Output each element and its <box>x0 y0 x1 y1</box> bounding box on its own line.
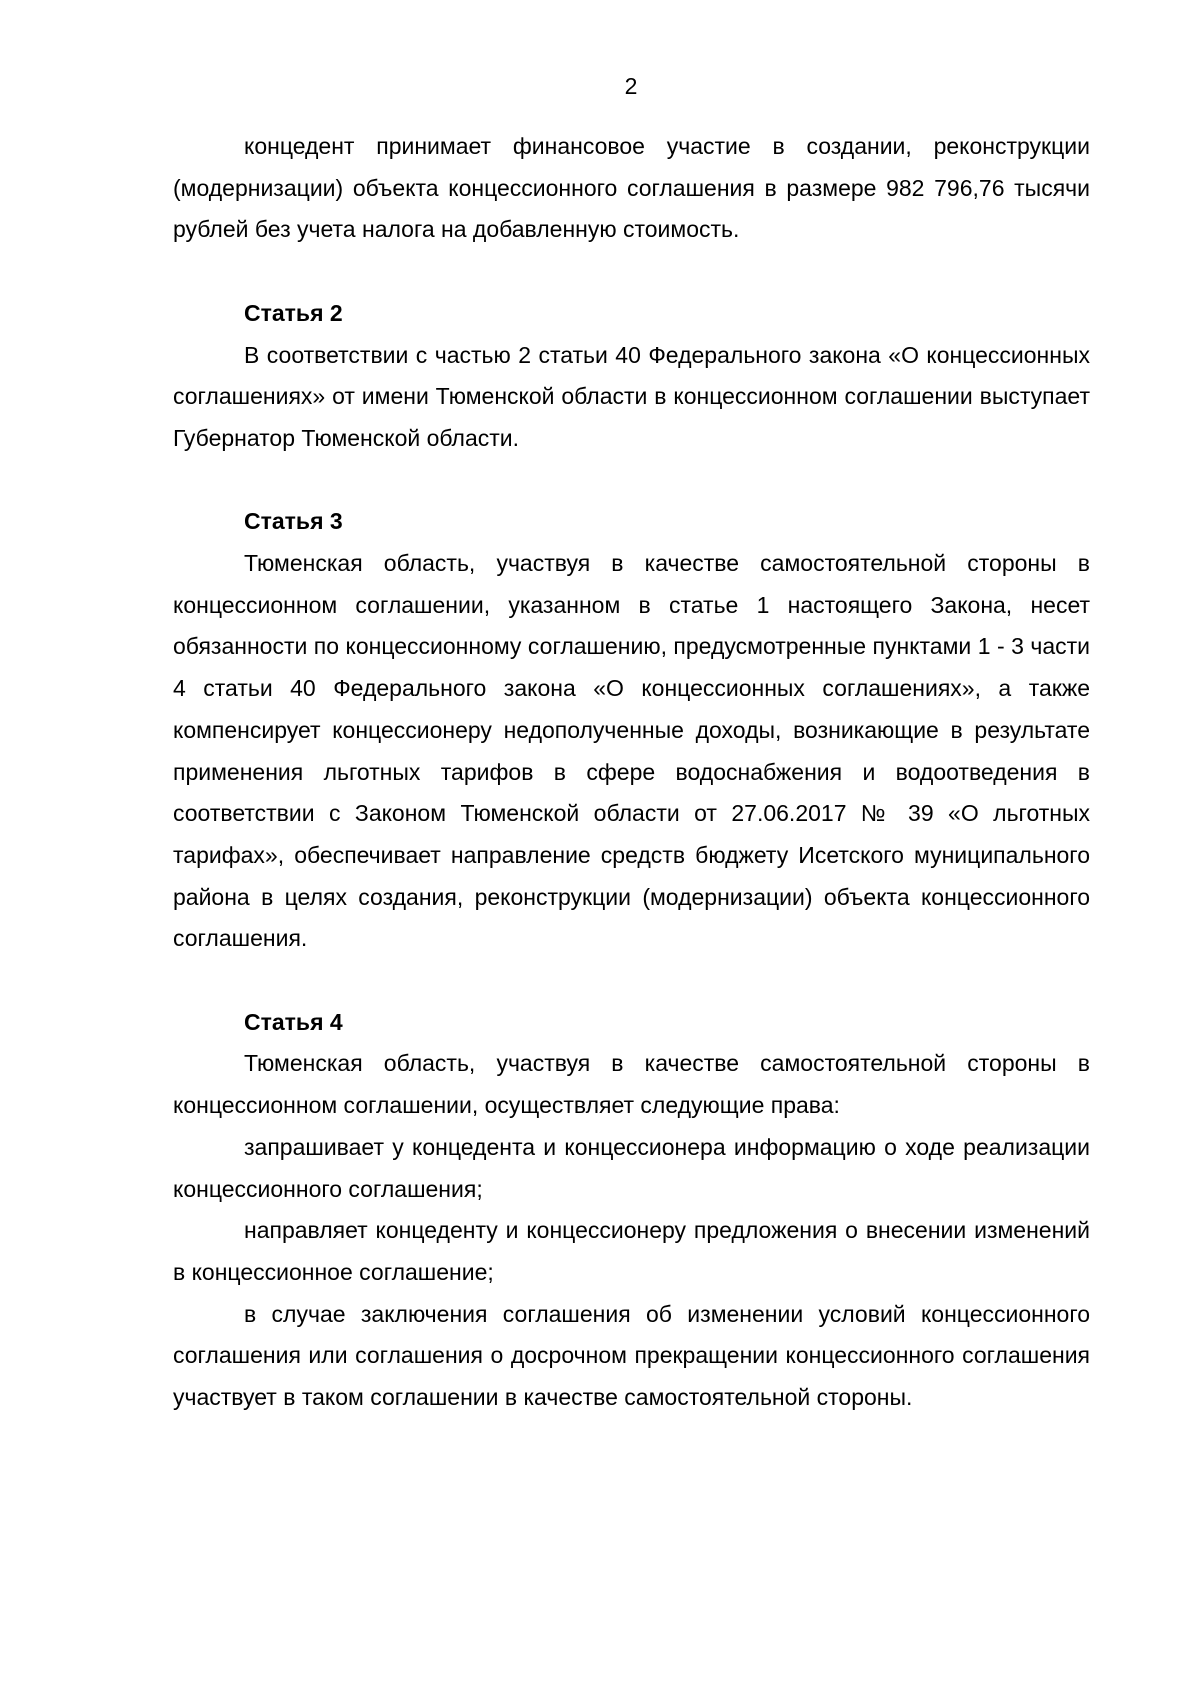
spacer <box>173 251 1090 293</box>
article-3 <box>173 501 1090 960</box>
article-paragraph: Тюменская область, участвуя в качестве самостоятельной стороны в концессионном соглашении, осуществляет следующие права: <box>173 1050 1090 1119</box>
article-paragraph: в случае заключения соглашения об изменении условий концессионного соглашения или соглашения о досрочном прекращении концессионного соглашения участвует в таком соглашении в качестве самостоятельной стороны. <box>173 1300 1090 1411</box>
intro-paragraph: концедент принимает финансовое участие в создании, реконструкции (модернизации) объекта концессионного соглашения в размере 982 796,76 тысячи рублей без учета налога на добавленную стоимость. <box>173 133 1090 243</box>
article-2 <box>173 293 1090 460</box>
page-number: 2 <box>624 73 638 99</box>
article-paragraph: Тюменская область, участвуя в качестве самостоятельной стороны в концессионном соглашении, указанном в статье 1 настоящего Закона, несет обязанности по концессионному соглашению, предусмотренные пунктами 1 - 3 части 4 статьи 40 Федерального закона «О концессионных соглашениях», а также компенсирует концессионеру недополученные доходы, возникающие в результате применения льготных тарифов в сфере водоснабжения и водоотведения в соответствии с Законом Тюменской области от 27.06.2017 № 39 «О льготных тарифах», обеспечивает направление средств бюджету Исетского муниципального района в целях создания, реконструкции (модернизации) объекта концессионного соглашения. <box>173 550 1090 952</box>
article-4 <box>173 1002 1090 1419</box>
article-paragraph: В соответствии с частью 2 статьи 40 Федерального закона «О концессионных соглашениях» от имени Тюменской области в концессионном соглашении выступает Губернатор Тюменской области. <box>173 341 1090 451</box>
article-heading: Статья 3 <box>244 508 343 535</box>
article-heading: Статья 4 <box>244 1008 343 1035</box>
spacer <box>173 460 1090 502</box>
article-paragraph: запрашивает у концедента и концессионера информацию о ходе реализации концессионного соглашения; <box>173 1133 1090 1202</box>
article-paragraph: направляет концеденту и концессионеру предложения о внесении изменений в концессионное соглашение; <box>173 1217 1090 1285</box>
article-heading: Статья 2 <box>244 299 343 326</box>
document-body <box>173 126 1090 1419</box>
spacer <box>173 960 1090 1002</box>
